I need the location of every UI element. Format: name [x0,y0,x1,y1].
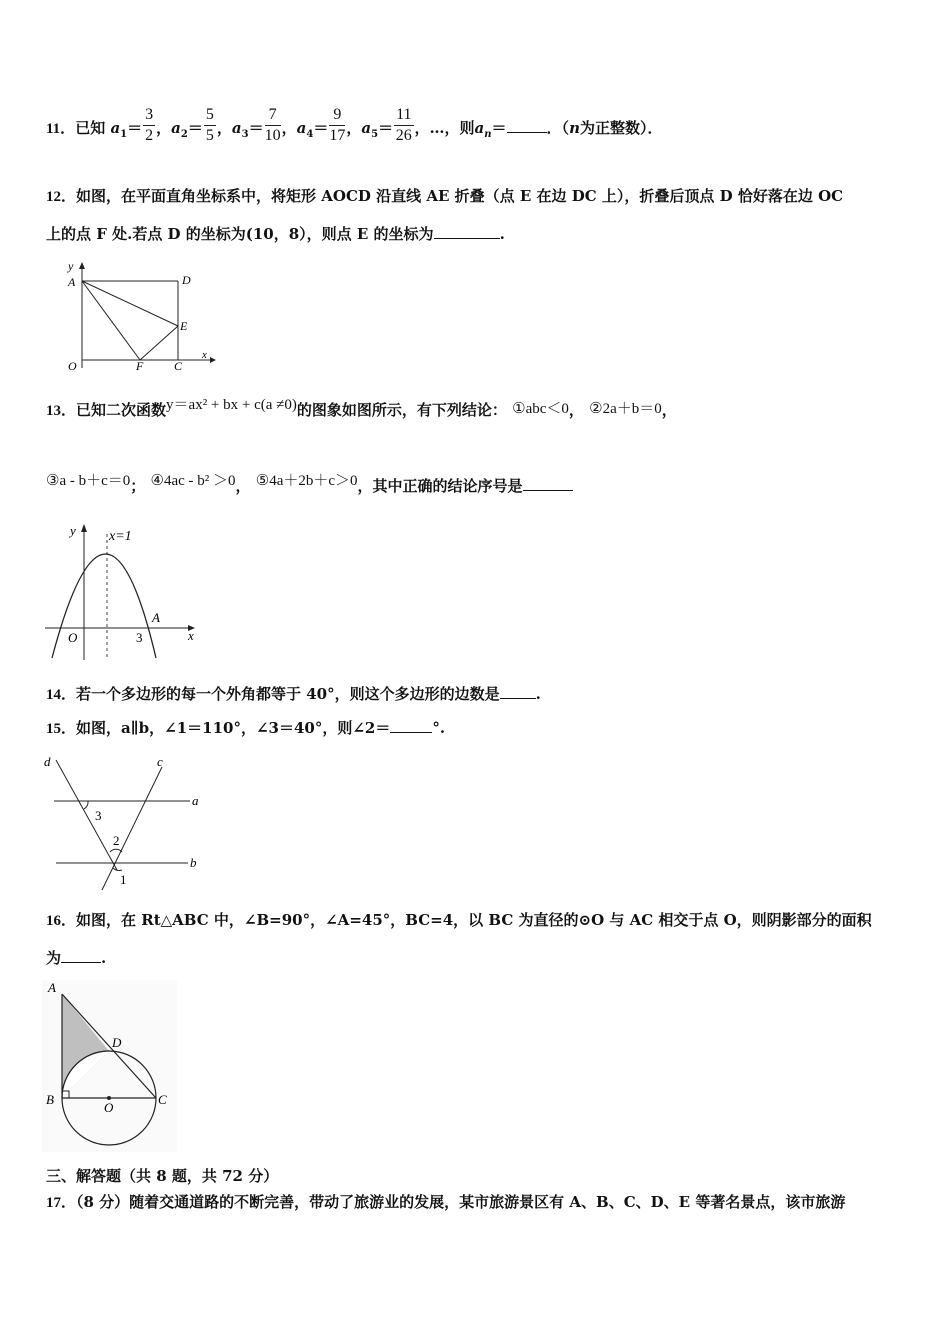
figure-rectangle-fold [50,258,220,373]
term-equals: ＝ [127,119,143,137]
question-mid: 的图象如图所示，有下列结论： [296,401,507,419]
label-O: O [104,1100,114,1115]
period: . [499,225,505,243]
term-label: a [110,119,121,137]
sequence-terms [110,105,414,144]
general-term-sub: n [484,129,492,140]
label-B: B [46,1092,54,1107]
fraction-numerator: 7 [265,105,281,126]
fraction [394,105,413,146]
answer-blank[interactable] [434,224,500,239]
answer-blank[interactable] [523,476,573,491]
fraction-denominator: 5 [205,126,214,144]
label-d: d [44,754,51,769]
label-A: A [68,275,76,289]
separator: ， [661,401,677,419]
label-E: E [180,319,188,333]
label-x: x [188,628,194,643]
period: . [101,949,107,967]
conclusion-1: ①abc＜0 [512,401,569,417]
figure-parallel-lines [42,752,212,894]
label-3: 3 [136,630,143,645]
term-equals: ＝ [248,119,264,137]
question-16-line2 [46,948,106,968]
answer-blank[interactable] [500,684,536,699]
question-number: 11． [46,121,76,137]
term-subscript: 4 [306,129,314,140]
label-3: 3 [95,808,102,823]
sequence-term [171,105,232,144]
question-13-line2 [46,474,573,499]
sequence-term [296,105,362,144]
question-tail: ，其中正确的结论序号是 [357,477,523,495]
label-c: c [157,754,163,769]
label-F: F [136,359,144,373]
label-C: C [158,1092,167,1107]
label-a: a [192,793,199,808]
period: . [535,685,541,703]
label-D: D [112,1035,122,1050]
fraction-numerator: 9 [329,105,345,126]
label-axis: x=1 [109,529,132,544]
label-x: x [202,349,207,361]
n-var: n [569,119,580,137]
question-text: （8 分）随着交通道路的不断完善，带动了旅游业的发展，某市旅游景区有 A、B、C、D、E 等著名景点，该市旅游 [76,1193,846,1211]
fraction-denominator: 10 [264,126,281,144]
question-12-line2 [46,224,505,244]
separator: ， [235,477,251,495]
question-11 [46,104,662,152]
label-1: 1 [120,872,127,887]
question-number: 15． [46,721,77,737]
label-2: 2 [113,833,120,848]
term-subscript: 1 [120,129,128,140]
comma: ， [281,119,297,137]
fraction [265,105,281,146]
degree-end: °. [432,719,446,737]
tail: ．（ [546,119,570,137]
question-number: 12． [46,189,77,205]
figure-triangle-circle [42,980,177,1152]
label-O: O [68,359,77,373]
question-text-line2: 为 [46,949,62,967]
sequence-tail: ，…，则 [414,119,475,137]
conclusion-4: ④4ac - b² ＞0 [150,473,236,489]
label-A: A [48,980,56,995]
tail-note: 为正整数）． [579,119,663,137]
fraction [204,105,216,146]
question-text-line1: 如图，在 Rt△ABC 中，∠B=90°，∠A=45°，BC=4，以 BC 为直径的⊙O 与 AC 相交于点 O，则阴影部分的面积 [76,911,872,929]
question-lead: 已知二次函数 [76,401,167,419]
label-C: C [174,359,183,373]
question-number: 17． [46,1195,77,1211]
fraction-denominator: 17 [329,126,346,144]
sequence-term [361,105,414,144]
fraction [143,105,155,146]
question-number: 13． [46,403,77,419]
question-number: 16． [46,913,77,929]
question-17 [46,1192,845,1213]
conclusion-5: ⑤4a＋2b＋c＞0 [255,473,358,489]
question-text-line2: 上的点 F 处.若点 D 的坐标为(10，8），则点 E 的坐标为 [46,225,434,243]
question-text: 若一个多边形的每一个外角都等于 40°，则这个多边形的边数是 [76,685,500,703]
term-equals: ＝ [187,119,203,137]
label-A: A [152,610,160,625]
section-title: 三、解答题（共 8 题，共 72 分） [46,1167,279,1185]
answer-blank[interactable] [390,718,432,733]
separator: ； [130,477,146,495]
fraction-denominator: 26 [395,126,412,144]
question-15 [46,718,445,739]
label-b: b [190,855,197,870]
conclusion-2: ②2a＋b＝0 [589,401,662,417]
general-term: a [474,119,485,137]
term-label: a [231,119,242,137]
term-subscript: 2 [180,129,188,140]
fraction-numerator: 3 [143,105,155,126]
question-text-line1: 如图，在平面直角坐标系中，将矩形 AOCD 沿直线 AE 折叠（点 E 在边 DC 上），折叠后顶点 D 恰好落在边 OC [76,187,844,205]
question-text: 如图，a∥b，∠1＝110°，∠3＝40°，则∠2＝ [76,719,391,737]
equals: ＝ [491,119,507,137]
answer-blank[interactable] [507,118,547,133]
fraction-numerator: 5 [204,105,216,126]
sequence-term [231,105,297,144]
figure-parabola [40,520,205,665]
conclusion-3: ③a - b＋c＝0 [46,473,131,489]
term-equals: ＝ [378,119,394,137]
fraction-numerator: 11 [394,105,413,126]
label-y: y [70,523,76,538]
comma: ， [346,119,362,137]
label-D: D [182,273,191,287]
comma: ， [216,119,232,137]
term-label: a [361,119,372,137]
answer-blank[interactable] [61,948,101,963]
term-subscript: 5 [371,129,379,140]
fraction-denominator: 2 [145,126,154,144]
section-heading [46,1166,278,1186]
comma: ， [156,119,172,137]
question-16 [46,910,872,931]
question-12 [46,186,843,207]
term-equals: ＝ [313,119,329,137]
question-number: 14． [46,687,77,703]
sequence-term [110,105,172,144]
fraction [329,105,345,146]
question-13 [46,398,677,423]
label-O: O [68,630,78,645]
question-lead: 已知 [75,119,106,137]
term-label: a [296,119,307,137]
separator: ， [568,401,584,419]
question-14 [46,684,541,705]
quadratic-formula: y＝ax² + bx + c(a ≠0) [166,397,297,413]
label-y: y [68,259,74,273]
term-label: a [171,119,181,137]
term-subscript: 3 [241,129,249,140]
